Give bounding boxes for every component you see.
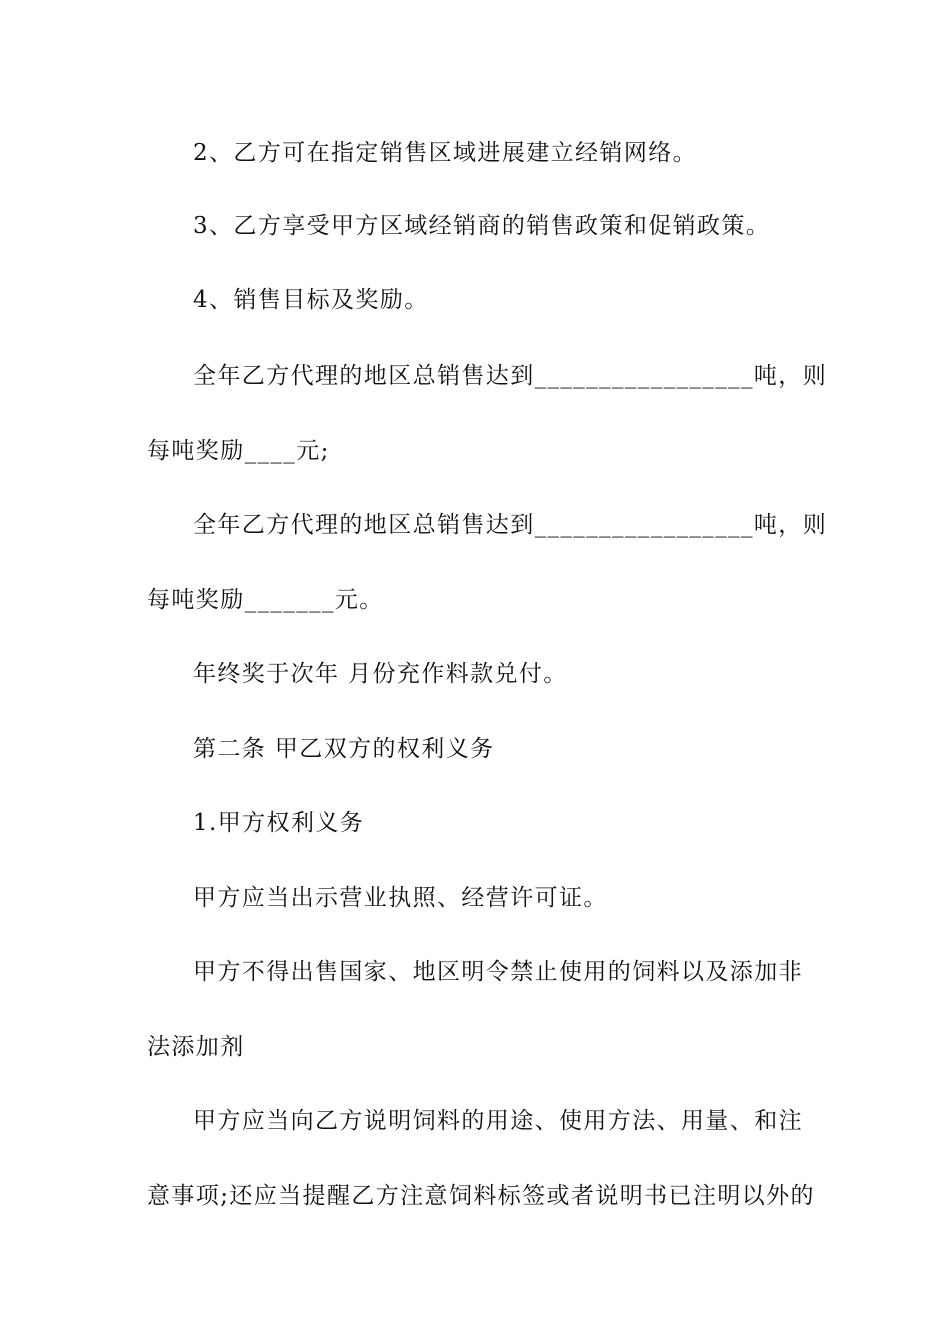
sales-target-line-1: 全年乙方代理的地区总销售达到_________________吨，则	[193, 363, 828, 389]
reward-line-2: 每吨奖励_______元。	[147, 587, 384, 613]
clause-line-2: 2、乙方可在指定销售区域进展建立经销网络。	[193, 140, 698, 166]
prohibited-feed-line: 甲方不得出售国家、地区明令禁止使用的饲料以及添加非	[193, 959, 803, 985]
usage-explanation-line: 甲方应当向乙方说明饲料的用途、使用方法、用量、和注	[193, 1108, 803, 1134]
party-a-rights-heading: 1.甲方权利义务	[193, 810, 365, 836]
clause-line-4: 4、销售目标及奖励。	[193, 287, 429, 313]
year-end-bonus-line: 年终奖于次年 月份充作料款兑付。	[193, 661, 568, 687]
usage-explanation-line-continued: 意事项;还应当提醒乙方注意饲料标签或者说明书已注明以外的	[147, 1183, 815, 1209]
license-requirement-line: 甲方应当出示营业执照、经营许可证。	[193, 885, 608, 911]
sales-target-line-2: 全年乙方代理的地区总销售达到_________________吨，则	[193, 512, 828, 538]
clause-line-3: 3、乙方享受甲方区域经销商的销售政策和促销政策。	[193, 213, 771, 239]
article-two-heading: 第二条 甲乙双方的权利义务	[193, 736, 495, 762]
prohibited-feed-line-continued: 法添加剂	[147, 1034, 245, 1060]
reward-line-1: 每吨奖励____元;	[147, 438, 330, 464]
